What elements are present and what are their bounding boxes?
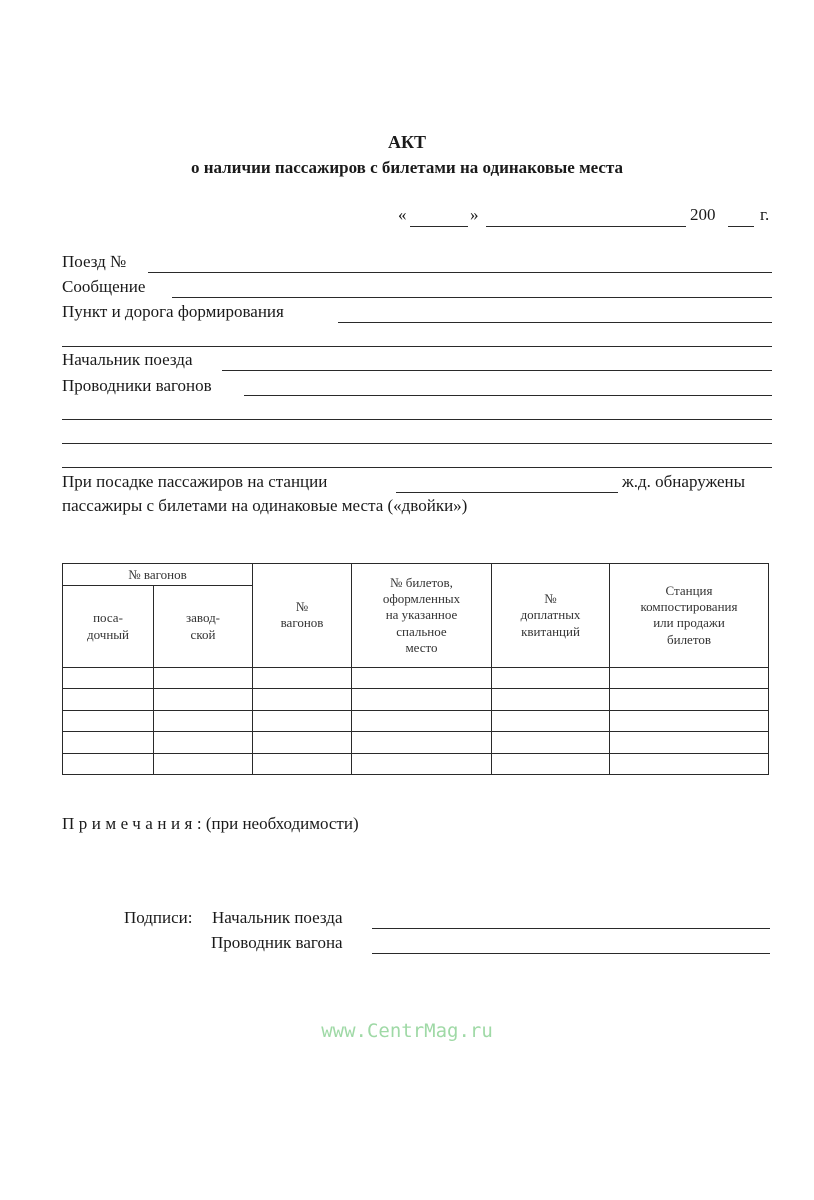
table-cell[interactable] <box>610 710 769 731</box>
statement-line1-end: ж.д. обнаружены <box>622 472 746 491</box>
notes-label: Примечания <box>62 814 197 833</box>
table-cell[interactable] <box>63 753 154 774</box>
table-cell[interactable] <box>610 753 769 774</box>
table-cell[interactable] <box>253 732 352 753</box>
table-cell[interactable] <box>154 689 253 710</box>
table-cell[interactable] <box>63 710 154 731</box>
table-cell[interactable] <box>253 710 352 731</box>
route-field[interactable] <box>172 297 772 298</box>
table-cell[interactable] <box>610 667 769 688</box>
watermark: www.CentrMag.ru <box>321 1020 493 1042</box>
table-row <box>63 710 769 731</box>
signature-chief-label: Начальник поезда <box>212 908 343 927</box>
document-subtitle: о наличии пассажиров с билетами на одинаковые места <box>190 158 624 177</box>
table-cell[interactable] <box>352 710 492 731</box>
table-row <box>63 667 769 688</box>
table-cell[interactable] <box>492 667 610 688</box>
conductors-field-line-4[interactable] <box>62 467 772 468</box>
route-label: Сообщение <box>62 277 146 296</box>
table-row <box>63 753 769 774</box>
col-station-header: Станция компостирования или продажи билетов <box>610 564 769 668</box>
table-cell[interactable] <box>492 732 610 753</box>
day-field[interactable] <box>410 226 468 227</box>
table-cell[interactable] <box>253 667 352 688</box>
year-field[interactable] <box>728 226 754 227</box>
table-cell[interactable] <box>63 689 154 710</box>
station-field[interactable] <box>396 492 618 493</box>
table-cell[interactable] <box>154 753 253 774</box>
table-row <box>63 732 769 753</box>
col-wagons-header: № вагонов <box>253 564 352 668</box>
table-cell[interactable] <box>154 667 253 688</box>
table-cell[interactable] <box>154 710 253 731</box>
formation-field-continued[interactable] <box>62 346 772 347</box>
table-cell[interactable] <box>352 689 492 710</box>
table-cell[interactable] <box>610 732 769 753</box>
formation-field[interactable] <box>338 322 772 323</box>
train-number-label: Поезд № <box>62 252 127 271</box>
document-title: АКТ <box>387 132 427 152</box>
conductors-field[interactable] <box>244 395 772 396</box>
conductors-field-line-3[interactable] <box>62 443 772 444</box>
signature-conductor-field[interactable] <box>372 953 770 954</box>
table-cell[interactable] <box>492 710 610 731</box>
col-factory-header: завод- ской <box>154 586 253 668</box>
signatures-prefix: Подписи: <box>124 908 193 927</box>
table-cell[interactable] <box>63 667 154 688</box>
wagons-group-header: № вагонов <box>63 564 253 586</box>
date-close-quote: » <box>470 205 479 224</box>
table-cell[interactable] <box>352 753 492 774</box>
table-cell[interactable] <box>492 689 610 710</box>
year-prefix: 200 <box>690 205 716 224</box>
table-row <box>63 689 769 710</box>
col-tickets-header: № билетов, оформленных на указанное спальное место <box>352 564 492 668</box>
table-cell[interactable] <box>352 732 492 753</box>
month-field[interactable] <box>486 226 686 227</box>
table-cell[interactable] <box>492 753 610 774</box>
date-open-quote: « <box>398 205 407 224</box>
table-cell[interactable] <box>154 732 253 753</box>
notes <box>62 814 359 834</box>
table-cell[interactable] <box>63 732 154 753</box>
col-boarding-header: поса- дочный <box>63 586 154 668</box>
signature-chief-field[interactable] <box>372 928 770 929</box>
signature-conductor-label: Проводник вагона <box>211 933 343 952</box>
table-cell[interactable] <box>253 689 352 710</box>
table-cell[interactable] <box>253 753 352 774</box>
formation-label: Пункт и дорога формирования <box>62 302 284 321</box>
col-receipts-header: № доплатных квитанций <box>492 564 610 668</box>
table-cell[interactable] <box>610 689 769 710</box>
statement-line2: пассажиры с билетами на одинаковые места («двойки») <box>62 496 468 515</box>
train-chief-label: Начальник поезда <box>62 350 193 369</box>
year-suffix: г. <box>760 205 770 224</box>
train-chief-field[interactable] <box>222 370 772 371</box>
notes-suffix: : (при необходимости) <box>196 814 359 833</box>
conductors-label: Проводники вагонов <box>62 376 212 395</box>
table-cell[interactable] <box>352 667 492 688</box>
train-number-field[interactable] <box>148 272 772 273</box>
duplicates-table <box>62 563 769 775</box>
statement-line1-start: При посадке пассажиров на станции <box>62 472 328 491</box>
conductors-field-line-2[interactable] <box>62 419 772 420</box>
